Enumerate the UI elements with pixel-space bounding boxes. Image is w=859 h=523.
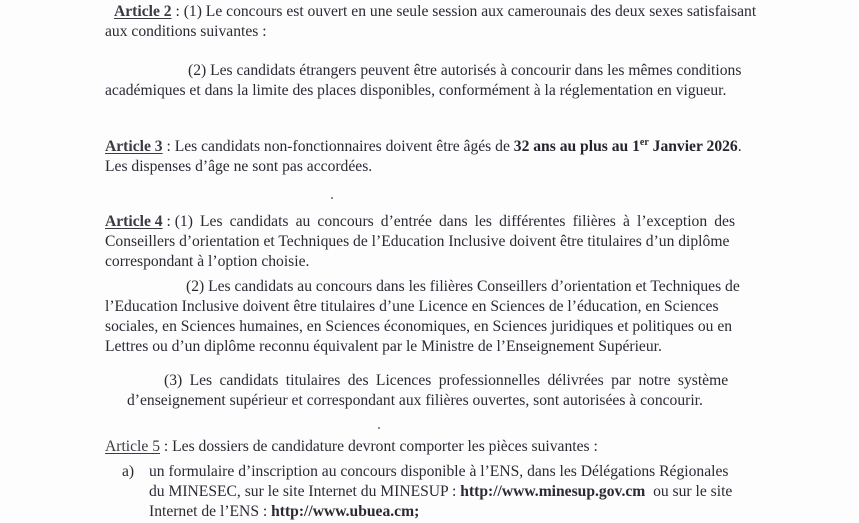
scan-speck xyxy=(378,427,380,429)
article-2-label: Article 2 xyxy=(114,3,172,20)
article-2-para-1: (1) Le concours est ouvert en une seule session aux camerounais des deux sexes satisfaisant xyxy=(183,3,757,20)
article-4-label: Article 4 xyxy=(105,213,163,230)
scan-speck xyxy=(331,197,333,199)
reference-date: Janvier 2026 xyxy=(648,138,738,155)
article-4-para-3-line-1: (3) Les candidats titulaires des Licences professionnelles délivrées par notre système xyxy=(164,372,729,389)
article-3-line-1: Article 3 : Les candidats non-fonctionnaires doivent être âgés de 32 ans au plus au 1er Janvier 2026. xyxy=(105,137,742,155)
article-4-para-2-line-1: (2) Les candidats au concours dans les filières Conseillers d’orientation et Techniques de xyxy=(186,278,740,295)
age-limit: 32 ans au plus au 1 xyxy=(513,138,640,155)
article-2-para-2-line-1: (2) Les candidats étrangers peuvent être autorisés à concourir dans les mêmes conditions xyxy=(188,62,742,79)
article-4-line-3: correspondant à l’option choisie. xyxy=(105,253,310,270)
list-item-a-line-1: un formulaire d’inscription au concours disponible à l’ENS, dans les Délégations Régionales xyxy=(149,463,729,480)
minesup-link[interactable]: http://www.minesup.gov.cm xyxy=(460,483,646,500)
ens-link[interactable]: http://www.ubuea.cm; xyxy=(271,503,420,520)
list-item-a-line-3: Internet de l’ENS : http://www.ubuea.cm; xyxy=(149,503,420,520)
article-4-para-2-line-2: l’Education Inclusive doivent être titulaires d’une Licence en Sciences de l’éducation, en Sciences xyxy=(105,298,719,315)
article-4-para-2-line-4: Lettres ou d’un diplôme reconnu équivalent par le Ministre de l’Enseignement Supérieur. xyxy=(105,338,662,355)
article-5-label: Article 5 xyxy=(105,438,160,455)
article-3-label: Article 3 xyxy=(105,138,163,155)
list-item-a-line-2: du MINESEC, sur le site Internet du MINESUP : http://www.minesup.gov.cm ou sur le site xyxy=(149,483,733,500)
article-4-line-2: Conseillers d’orientation et Techniques de l’Education Inclusive doivent être titulaires d’un diplôme xyxy=(105,233,730,250)
article-3-line-2: Les dispenses d’âge ne sont pas accordées. xyxy=(105,158,373,175)
article-5-line-1: Article 5 : Les dossiers de candidature devront comporter les pièces suivantes : xyxy=(105,438,598,455)
article-4-para-2-line-3: sociales, en Sciences humaines, en Sciences économiques, en Sciences juridiques et politiques ou en xyxy=(105,318,733,335)
list-marker-a: a) xyxy=(122,463,135,480)
article-2-para-2-line-2: académiques et dans la limite des places disponibles, conformément à la réglementation en vigueur. xyxy=(105,82,727,99)
article-2-line-2: aux conditions suivantes : xyxy=(105,23,267,40)
article-4-para-3-line-2: d’enseignement supérieur et correspondant aux filières ouvertes, sont autorisées à concourir. xyxy=(127,392,703,409)
article-4-line-1: Article 4 : (1) Les candidats au concours d’entrée dans les différentes filières à l’exception des xyxy=(105,213,736,230)
article-2-line-1: Article 2 : (1) Le concours est ouvert en une seule session aux camerounais des deux sexes satisfaisant xyxy=(114,3,757,20)
